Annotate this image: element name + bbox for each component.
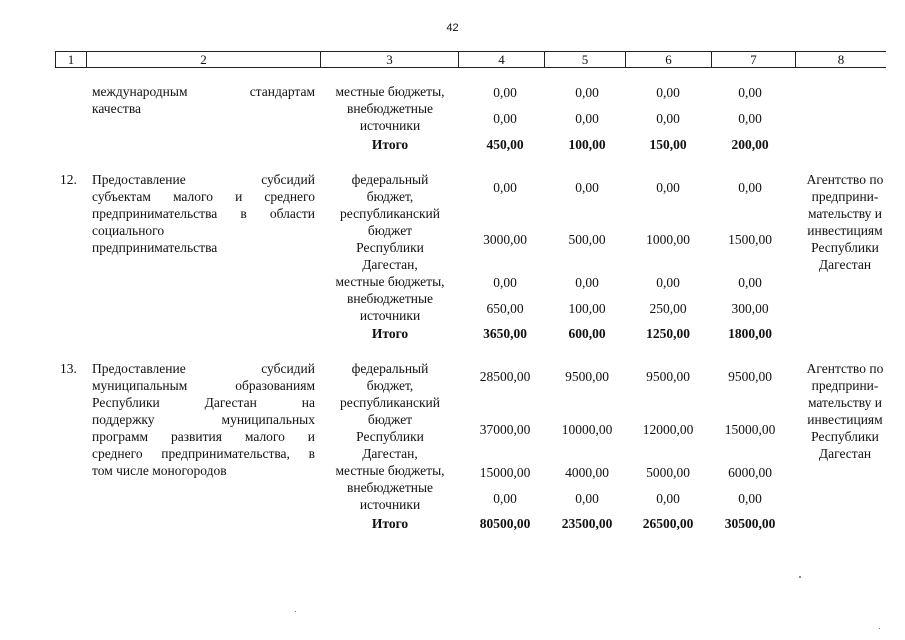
funding-source-line: федеральный [351, 172, 429, 187]
value-cell: 9500,00 [646, 369, 690, 384]
value-cell: 0,00 [493, 275, 517, 290]
value-cell: 300,00 [731, 301, 769, 316]
funding-source-line: внебюджетные [346, 101, 434, 116]
value-cell: 1000,00 [646, 232, 690, 247]
funding-source-line: федеральный [351, 361, 429, 376]
total-value: 1800,00 [728, 326, 772, 341]
scan-artifact [879, 628, 880, 629]
value-cell: 9500,00 [565, 369, 609, 384]
value-cell: 1500,00 [728, 232, 772, 247]
funding-source-line: Дагестан, [362, 446, 418, 461]
column-header-1: 1 [56, 52, 87, 68]
column-header-8: 8 [796, 52, 887, 68]
executor-line: Дагестан [818, 446, 872, 461]
value-cell: 250,00 [649, 301, 687, 316]
description-line: субъектам малого и среднего [92, 189, 315, 204]
scan-artifact [799, 576, 801, 578]
value-cell: 650,00 [486, 301, 524, 316]
value-cell: 5000,00 [646, 465, 690, 480]
value-cell: 0,00 [656, 111, 680, 126]
executor-line: Агентство по [806, 172, 884, 187]
value-cell: 10000,00 [561, 422, 613, 437]
description-line: том числе моногородов [92, 463, 227, 478]
executor-line: Республики [811, 240, 879, 255]
description-line: предпринимательства [92, 240, 218, 255]
funding-source-line: Дагестан, [362, 257, 418, 272]
executor-line: мательству и [807, 206, 883, 221]
value-cell: 0,00 [656, 85, 680, 100]
funding-source-line: местные бюджеты, [335, 84, 445, 99]
funding-source-line: бюджет, [366, 189, 414, 204]
value-cell: 0,00 [738, 491, 762, 506]
funding-source-line: бюджет, [366, 378, 414, 393]
funding-source-line: бюджет [367, 412, 413, 427]
value-cell: 100,00 [568, 301, 606, 316]
funding-source-line: местные бюджеты, [335, 463, 445, 478]
value-cell: 15000,00 [724, 422, 776, 437]
page-number: 42 [446, 22, 459, 34]
column-header-7: 7 [712, 52, 796, 68]
description-line: поддержку муниципальных [92, 412, 315, 427]
value-cell: 0,00 [575, 111, 599, 126]
value-cell: 0,00 [656, 180, 680, 195]
executor-line: Дагестан [818, 257, 872, 272]
funding-source-line: Республики [356, 429, 424, 444]
value-cell: 4000,00 [565, 465, 609, 480]
column-header-6: 6 [626, 52, 712, 68]
total-label: Итого [371, 326, 409, 341]
total-value: 450,00 [486, 137, 524, 152]
total-value: 26500,00 [642, 516, 694, 531]
value-cell: 0,00 [493, 180, 517, 195]
column-header-5: 5 [545, 52, 626, 68]
total-label: Итого [371, 137, 409, 152]
column-header-4: 4 [459, 52, 545, 68]
description-line: предпринимательства в области [92, 206, 315, 221]
row-number: 12. [60, 172, 77, 187]
value-cell: 0,00 [656, 491, 680, 506]
value-cell: 15000,00 [479, 465, 531, 480]
funding-source-line: внебюджетные [346, 291, 434, 306]
row-number: 13. [60, 361, 77, 376]
total-value: 100,00 [568, 137, 606, 152]
value-cell: 0,00 [656, 275, 680, 290]
column-header-3: 3 [321, 52, 459, 68]
value-cell: 28500,00 [479, 369, 531, 384]
total-value: 600,00 [568, 326, 606, 341]
funding-source-line: республиканский [340, 206, 440, 221]
executor-line: Агентство по [806, 361, 884, 376]
total-label: Итого [371, 516, 409, 531]
executor-line: предприни- [811, 189, 879, 204]
value-cell: 0,00 [493, 111, 517, 126]
total-value: 200,00 [731, 137, 769, 152]
description-line: качества [92, 101, 142, 116]
executor-line: инвестициям [807, 223, 883, 238]
description-line: международным стандартам [92, 84, 315, 99]
value-cell: 500,00 [568, 232, 606, 247]
value-cell: 0,00 [738, 180, 762, 195]
funding-source-line: Республики [356, 240, 424, 255]
funding-source-line: источники [359, 308, 421, 323]
value-cell: 0,00 [575, 275, 599, 290]
funding-source-line: источники [359, 118, 421, 133]
executor-line: Республики [811, 429, 879, 444]
description-line: Предоставление субсидий [92, 361, 315, 376]
total-value: 80500,00 [479, 516, 531, 531]
column-header-row [55, 51, 886, 68]
value-cell: 0,00 [493, 491, 517, 506]
total-value: 150,00 [649, 137, 687, 152]
value-cell: 0,00 [575, 180, 599, 195]
total-value: 3650,00 [483, 326, 527, 341]
funding-source-line: внебюджетные [346, 480, 434, 495]
value-cell: 0,00 [738, 85, 762, 100]
value-cell: 37000,00 [479, 422, 531, 437]
value-cell: 0,00 [738, 111, 762, 126]
description-line: программ развития малого и [92, 429, 315, 444]
funding-source-line: источники [359, 497, 421, 512]
description-line: Республики Дагестан на [92, 395, 315, 410]
total-value: 1250,00 [646, 326, 690, 341]
value-cell: 0,00 [493, 85, 517, 100]
value-cell: 6000,00 [728, 465, 772, 480]
value-cell: 3000,00 [483, 232, 527, 247]
funding-source-line: бюджет [367, 223, 413, 238]
value-cell: 0,00 [575, 491, 599, 506]
column-header-2: 2 [87, 52, 321, 68]
description-line: среднего предпринимательства, в [92, 446, 315, 461]
executor-line: мательству и [807, 395, 883, 410]
total-value: 23500,00 [561, 516, 613, 531]
total-value: 30500,00 [724, 516, 776, 531]
description-line: муниципальным образованиям [92, 378, 315, 393]
executor-line: инвестициям [807, 412, 883, 427]
funding-source-line: республиканский [340, 395, 440, 410]
value-cell: 12000,00 [642, 422, 694, 437]
scan-artifact [295, 611, 296, 612]
description-line: Предоставление субсидий [92, 172, 315, 187]
executor-line: предприни- [811, 378, 879, 393]
value-cell: 0,00 [575, 85, 599, 100]
value-cell: 9500,00 [728, 369, 772, 384]
funding-source-line: местные бюджеты, [335, 274, 445, 289]
value-cell: 0,00 [738, 275, 762, 290]
description-line: социального [92, 223, 165, 238]
